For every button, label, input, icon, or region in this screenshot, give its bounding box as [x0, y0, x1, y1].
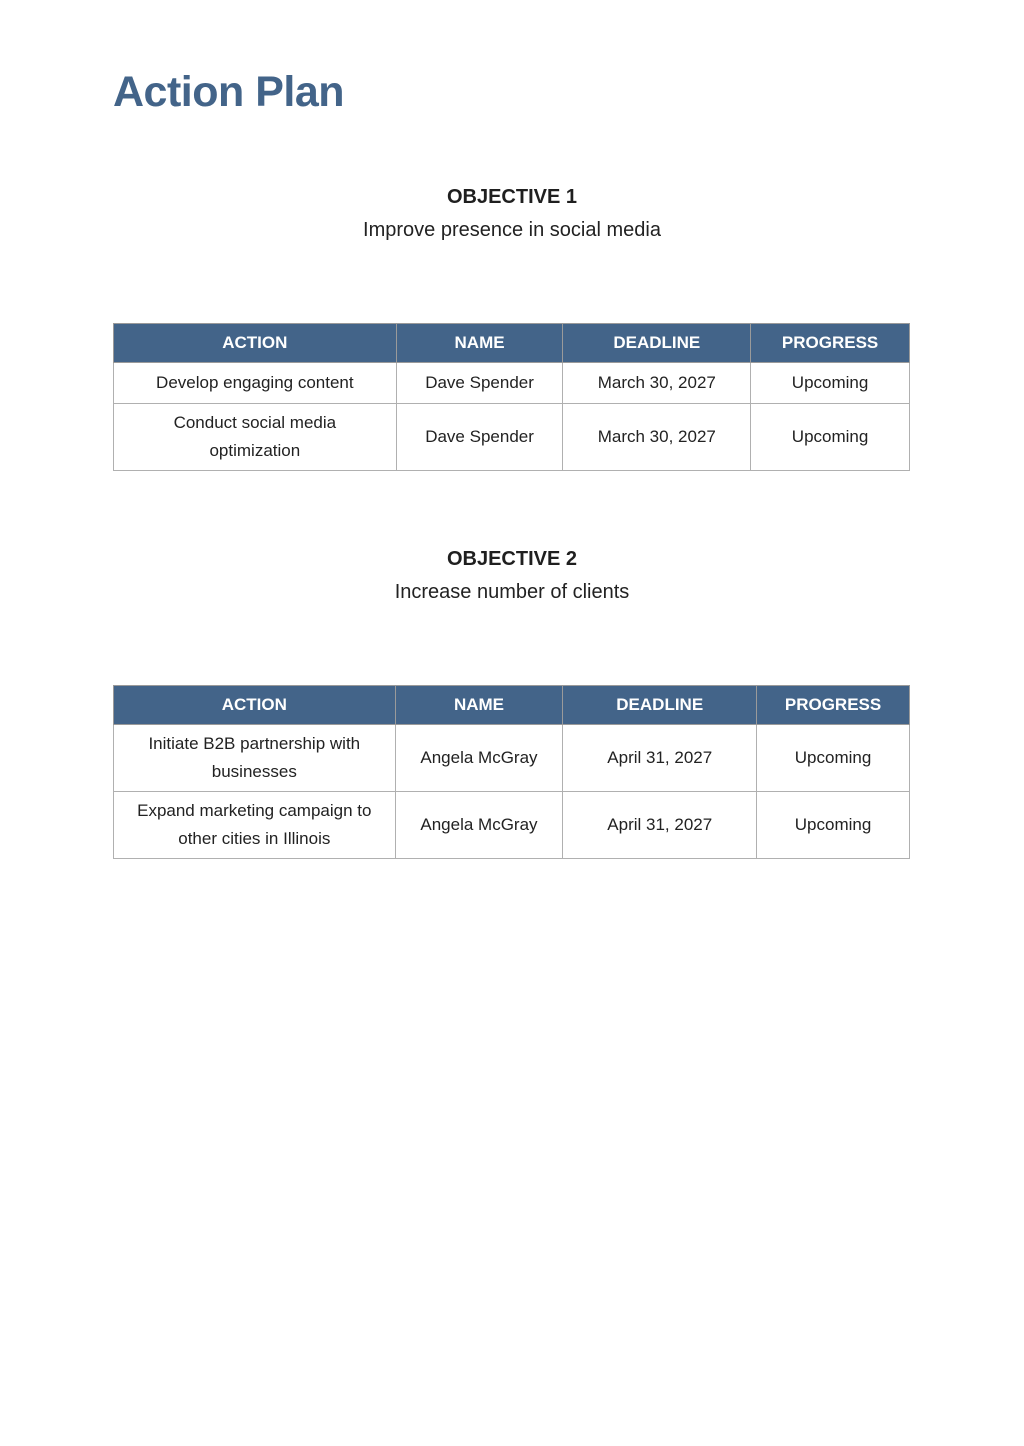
- table-header-row: [114, 686, 910, 725]
- deadline-cell: April 31, 2027: [563, 725, 757, 792]
- name-cell: Dave Spender: [396, 404, 563, 471]
- objective-1-heading: [0, 186, 1024, 242]
- table-row: [114, 792, 910, 859]
- table-row: [114, 725, 910, 792]
- column-header-action: ACTION: [114, 686, 396, 725]
- name-cell: Angela McGray: [395, 792, 563, 859]
- column-header-name: NAME: [396, 324, 563, 363]
- column-header-name: NAME: [395, 686, 563, 725]
- progress-cell: Upcoming: [757, 792, 910, 859]
- name-cell: Dave Spender: [396, 363, 563, 404]
- action-cell: Expand marketing campaign to other cities in Illinois: [114, 792, 396, 859]
- column-header-action: ACTION: [114, 324, 397, 363]
- objective-label: OBJECTIVE 1: [446, 186, 578, 208]
- action-cell: Develop engaging content: [114, 363, 397, 404]
- objective-1-table: [113, 323, 910, 471]
- column-header-deadline: DEADLINE: [563, 686, 757, 725]
- objective-description: Increase number of clients: [394, 581, 630, 603]
- table-row: [114, 404, 910, 471]
- objective-2-heading: [0, 548, 1024, 604]
- action-cell: Conduct social media optimization: [114, 404, 397, 471]
- table-header-row: [114, 324, 910, 363]
- deadline-cell: March 30, 2027: [563, 363, 751, 404]
- name-cell: Angela McGray: [395, 725, 563, 792]
- progress-cell: Upcoming: [757, 725, 910, 792]
- table-row: [114, 363, 910, 404]
- progress-cell: Upcoming: [751, 363, 910, 404]
- deadline-cell: March 30, 2027: [563, 404, 751, 471]
- action-cell: Initiate B2B partnership with businesses: [114, 725, 396, 792]
- page-title: Action Plan: [113, 68, 345, 116]
- progress-cell: Upcoming: [751, 404, 910, 471]
- column-header-progress: PROGRESS: [751, 324, 910, 363]
- objective-label: OBJECTIVE 2: [446, 548, 578, 570]
- deadline-cell: April 31, 2027: [563, 792, 757, 859]
- objective-2-table: [113, 685, 910, 859]
- column-header-progress: PROGRESS: [757, 686, 910, 725]
- objective-description: Improve presence in social media: [363, 219, 661, 241]
- column-header-deadline: DEADLINE: [563, 324, 751, 363]
